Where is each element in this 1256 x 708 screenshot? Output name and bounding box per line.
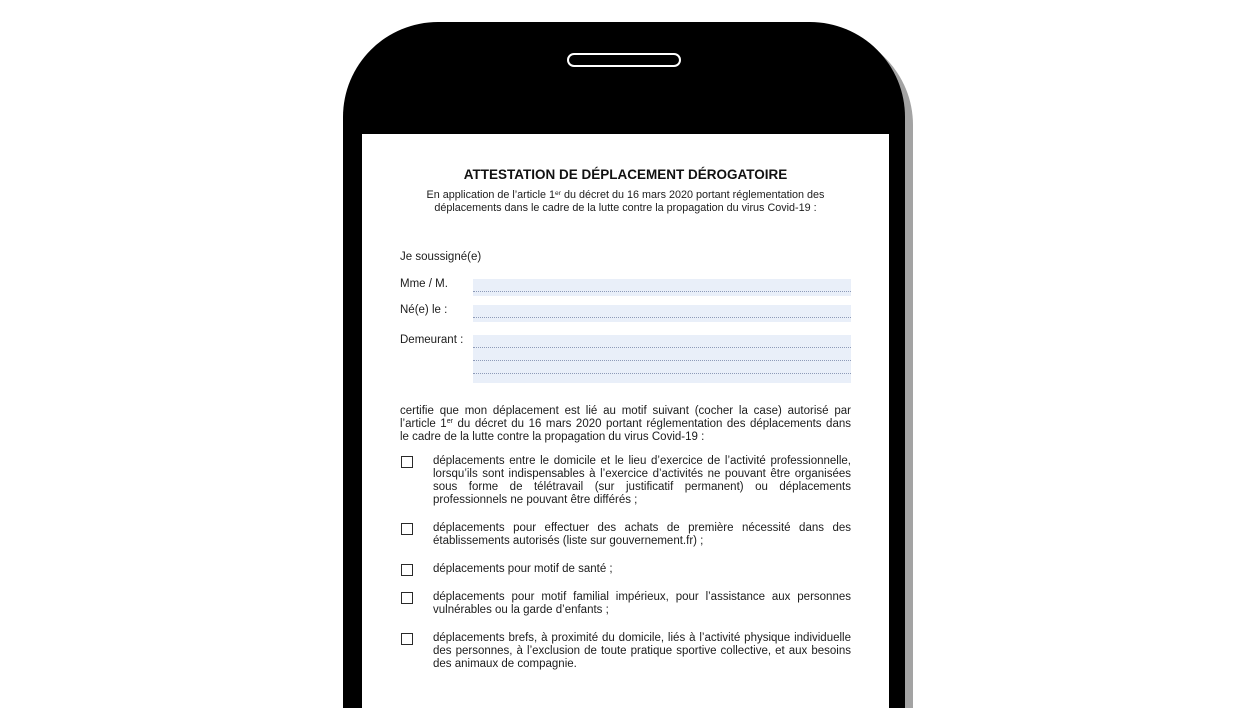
reason-text: [433, 591, 851, 617]
text-line: déplacements brefs, à proximité du domicile, liés à l’activité physique individuelle: [433, 632, 851, 644]
subtitle-line: [362, 189, 889, 202]
field-rule: [473, 291, 851, 292]
text-line: déplacements entre le domicile et le lieu d’exercice de l’activité professionnelle,: [433, 455, 851, 467]
subtitle-line: déplacements dans le cadre de la lutte contre la propagation du virus Covid-19 :: [434, 201, 817, 214]
reason-work: [362, 455, 889, 507]
reason-exercise: [362, 632, 889, 671]
ordinal-suffix: er: [446, 417, 454, 426]
birthdate-label: Né(e) le :: [400, 304, 448, 316]
text-line: le cadre de la lutte contre la propagation du virus Covid-19 :: [400, 431, 705, 443]
checkbox-work[interactable]: [401, 456, 413, 468]
certification-text: [400, 405, 851, 444]
address-input[interactable]: [473, 335, 851, 383]
text-line: [400, 418, 851, 431]
text-line: sous forme de télétravail (sur justificatif permanent) ou déplacements: [433, 481, 851, 493]
form-subtitle: [362, 189, 889, 214]
text-line: déplacements pour effectuer des achats de première nécessité dans des: [433, 522, 851, 534]
birthdate-input[interactable]: [473, 305, 851, 317]
checkbox-shopping[interactable]: [401, 523, 413, 535]
name-label: Mme / M.: [400, 278, 448, 290]
birthdate-field: [473, 305, 851, 322]
text-line: des animaux de compagnie.: [433, 658, 577, 670]
text-segment: du décret du 16 mars 2020 portant réglementation des déplacements dans: [453, 418, 851, 430]
phone-speaker: [567, 53, 681, 67]
text-line: lorsqu’ils sont indispensables à l’exercice d’activités ne pouvant être organisées: [433, 468, 851, 480]
field-rule: [473, 317, 851, 318]
phone-frame: [343, 22, 905, 708]
reason-health: [362, 563, 889, 576]
address-field: [473, 335, 851, 383]
text-line: déplacements pour motif familial impérieux, pour l’assistance aux personnes: [433, 591, 851, 603]
name-input[interactable]: [473, 279, 851, 291]
ordinal-suffix: er: [555, 189, 561, 197]
reason-shopping: [362, 522, 889, 548]
attestation-form: [362, 134, 889, 708]
reason-family: [362, 591, 889, 617]
reason-text: [433, 522, 851, 548]
checkbox-family[interactable]: [401, 592, 413, 604]
reason-text: [433, 455, 851, 507]
text-line: établissements autorisés (liste sur gouvernement.fr) ;: [433, 535, 704, 547]
subtitle-text: En application de l’article 1: [426, 189, 555, 201]
reason-text: [433, 563, 851, 576]
checkbox-health[interactable]: [401, 564, 413, 576]
form-title: ATTESTATION DE DÉPLACEMENT DÉROGATOIRE: [463, 167, 788, 182]
text-line: des personnes, à l’exclusion de toute pratique sportive collective, et aux besoins: [433, 645, 851, 657]
phone-screen: [362, 134, 889, 708]
subtitle-text: du décret du 16 mars 2020 portant réglementation des: [560, 189, 825, 201]
address-label: Demeurant :: [400, 334, 464, 346]
checkbox-exercise[interactable]: [401, 633, 413, 645]
reason-text: [433, 632, 851, 671]
text-line: déplacements pour motif de santé ;: [433, 563, 613, 575]
text-line: professionnels ne pouvant être différés ;: [433, 494, 638, 506]
text-segment: l’article 1: [400, 418, 447, 430]
undersigned-label: Je soussigné(e): [400, 251, 482, 263]
text-line: certifie que mon déplacement est lié au motif suivant (cocher la case) autorisé par: [400, 405, 851, 417]
name-field: [473, 279, 851, 296]
text-line: vulnérables ou la garde d’enfants ;: [433, 604, 609, 616]
